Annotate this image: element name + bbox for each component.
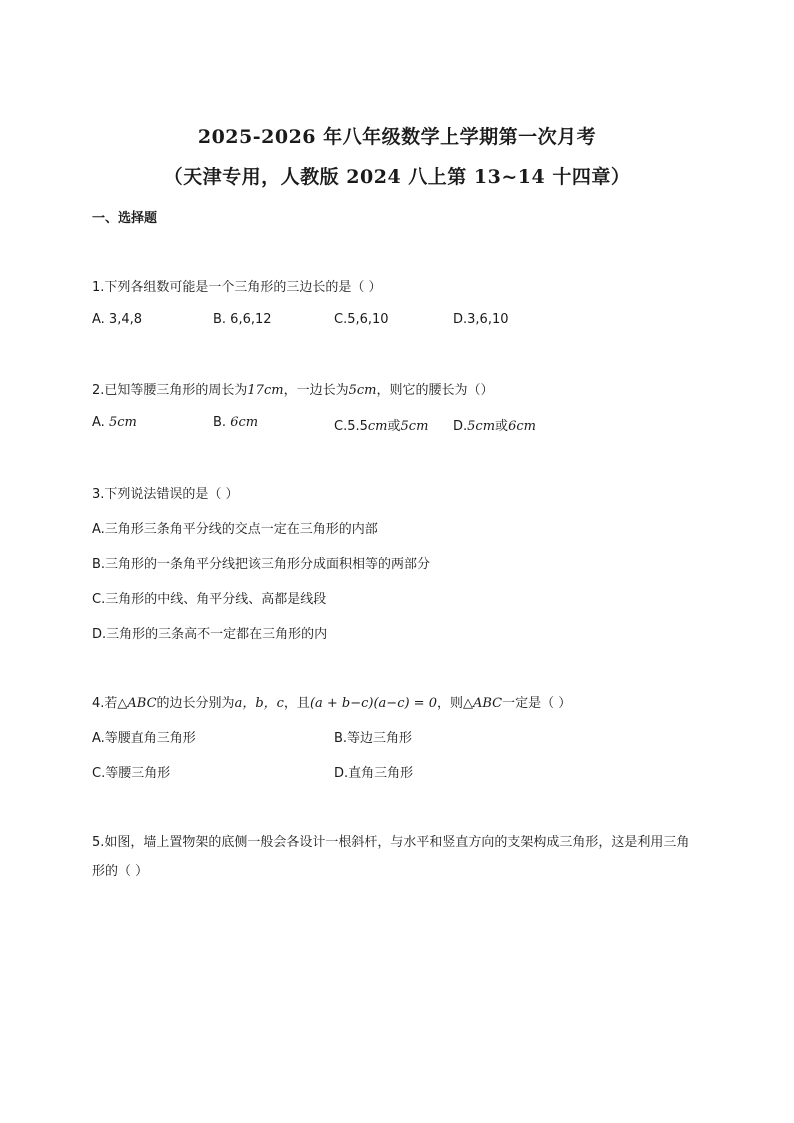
question-1-stem: 1.下列各组数可能是一个三角形的三边长的是（ ） <box>92 280 382 295</box>
question-2-option-a <box>92 415 137 430</box>
question-3-option-d: D.三角形的三条高不一定都在三角形的内 <box>92 627 328 642</box>
question-3-stem: 3.下列说法错误的是（ ） <box>92 487 239 502</box>
exam-subtitle: （天津专用，人教版 2024 八上第 13~14 十四章） <box>163 166 631 188</box>
question-5-stem: 5.如图，墙上置物架的底侧一般会各设计一根斜杆，与水平和竖直方向的支架构成三角形，这是利用三角形的（ ） <box>92 835 690 879</box>
question-4-stem <box>92 692 571 711</box>
question-2-option-c <box>334 415 428 434</box>
option-letter: C.5.5 <box>334 419 368 434</box>
question-1-option-d: D.3,6,10 <box>453 312 509 327</box>
option-or: 或 <box>495 419 509 434</box>
question-3-option-a: A.三角形三条角平分线的交点一定在三角形的内部 <box>92 522 378 537</box>
question-2-side: 5cm <box>348 383 377 398</box>
question-2-option-d <box>453 415 536 434</box>
question-1-option-b: B. 6,6,12 <box>213 312 272 327</box>
option-letter: B. <box>213 415 231 430</box>
question-4-stem-text-2: 的边长分别为 <box>156 696 235 711</box>
question-4-option-d: D.直角三角形 <box>334 766 414 781</box>
question-1-option-a: A. 3,4,8 <box>92 312 143 327</box>
option-value: 6cm <box>230 415 259 430</box>
question-2-stem-text-3: ，则它的腰长为（） <box>376 383 494 398</box>
question-1-option-c: C.5,6,10 <box>334 312 389 327</box>
question-4-stem-text-3: ，且 <box>283 696 310 711</box>
option-value: 5cm <box>108 415 137 430</box>
question-3-option-b: B.三角形的一条角平分线把该三角形分成面积相等的两部分 <box>92 557 431 572</box>
question-2-stem <box>92 379 493 398</box>
option-or: 或 <box>387 419 401 434</box>
option-value: 6cm <box>508 419 536 434</box>
question-4-stem-text-1: 4.若 <box>92 696 118 711</box>
question-4-option-a: A.等腰直角三角形 <box>92 731 196 746</box>
option-value: cm <box>367 419 388 434</box>
question-4-triangle-2: △ABC <box>463 696 503 711</box>
section-heading: 一、选择题 <box>92 211 158 226</box>
option-value: 5cm <box>467 419 496 434</box>
exam-title: 2025-2026 年八年级数学上学期第一次月考 <box>197 126 597 148</box>
question-4-sides: a，b，c <box>234 696 284 711</box>
question-3-option-c: C.三角形的中线、角平分线、高都是线段 <box>92 592 327 607</box>
question-4-option-b: B.等边三角形 <box>334 731 413 746</box>
question-4-stem-text-5: 一定是（ ） <box>502 696 572 711</box>
question-4-stem-text-4: ，则 <box>436 696 463 711</box>
question-4-option-c: C.等腰三角形 <box>92 766 171 781</box>
question-2-stem-text-2: ，一边长为 <box>283 383 349 398</box>
option-letter: A. <box>92 415 109 430</box>
question-2-option-b <box>213 415 258 430</box>
question-4-triangle: △ABC <box>117 696 157 711</box>
question-2-perimeter: 17cm <box>247 383 284 398</box>
option-letter: D. <box>453 419 468 434</box>
option-value: 5cm <box>400 419 429 434</box>
question-4-equation: (a + b−c)(a−c) = 0 <box>309 696 437 711</box>
question-2-stem-text-1: 2.已知等腰三角形的周长为 <box>92 383 248 398</box>
